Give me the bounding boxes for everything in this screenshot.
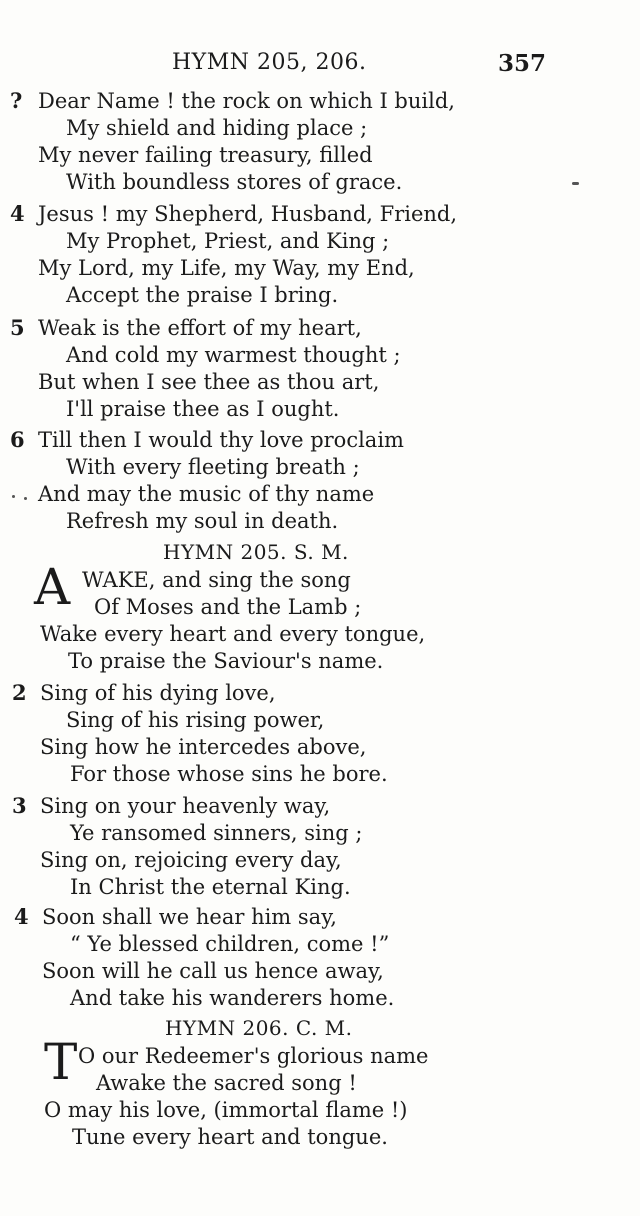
- stanza-number: 4: [14, 904, 29, 929]
- page-number: 357: [498, 50, 547, 77]
- verse-line: Wake every heart and every tongue,: [40, 622, 426, 646]
- verse-line: Of Moses and the Lamb ;: [94, 595, 362, 619]
- verse-line: Dear Name ! the rock on which I build,: [38, 89, 455, 113]
- verse-line: Soon shall we hear him say,: [42, 905, 337, 929]
- verse-line: With boundless stores of grace.: [66, 170, 403, 194]
- verse-line: In Christ the eternal King.: [70, 875, 351, 899]
- verse-line: But when I see thee as thou art,: [38, 370, 380, 394]
- hymn-206-title: HYMN 206. C. M.: [165, 1016, 353, 1040]
- verse-line: And may the music of thy name: [38, 482, 375, 506]
- running-title: HYMN 205, 206.: [172, 50, 367, 75]
- verse-line: Till then I would thy love proclaim: [38, 428, 404, 452]
- verse-line: Awake the sacred song !: [96, 1071, 357, 1095]
- stanza-number: ?: [10, 88, 23, 113]
- verse-line: “ Ye blessed children, come !”: [70, 932, 390, 956]
- verse-line: WAKE, and sing the song: [82, 568, 351, 592]
- drop-cap: A: [34, 558, 71, 616]
- stanza-number: 6: [10, 427, 25, 452]
- print-speck: [12, 495, 15, 498]
- verse-line: Sing on your heavenly way,: [40, 794, 331, 818]
- verse-line: Ye ransomed sinners, sing ;: [70, 821, 363, 845]
- verse-line: And take his wanderers home.: [70, 986, 395, 1010]
- verse-line: My Prophet, Priest, and King ;: [66, 229, 390, 253]
- verse-line: For those whose sins he bore.: [70, 762, 388, 786]
- verse-line: My Lord, my Life, my Way, my End,: [38, 256, 415, 280]
- print-speck: [572, 182, 579, 185]
- drop-cap: T: [44, 1033, 78, 1091]
- stanza-number: 4: [10, 201, 25, 226]
- print-speck: [24, 497, 27, 500]
- hymn-205-title: HYMN 205. S. M.: [163, 540, 349, 564]
- verse-line: Weak is the effort of my heart,: [38, 316, 362, 340]
- verse-line: Tune every heart and tongue.: [72, 1125, 388, 1149]
- verse-line: My shield and hiding place ;: [66, 116, 368, 140]
- verse-line: With every fleeting breath ;: [66, 455, 360, 479]
- running-head: [0, 50, 640, 80]
- verse-line: I'll praise thee as I ought.: [66, 397, 340, 421]
- verse-line: And cold my warmest thought ;: [66, 343, 401, 367]
- verse-line: Sing how he intercedes above,: [40, 735, 367, 759]
- verse-line: Soon will he call us hence away,: [42, 959, 384, 983]
- stanza-number: 3: [12, 793, 27, 818]
- verse-line: Accept the praise I bring.: [66, 283, 339, 307]
- verse-line: Refresh my soul in death.: [66, 509, 339, 533]
- verse-line: Sing of his dying love,: [40, 681, 276, 705]
- stanza-number: 5: [10, 315, 25, 340]
- stanza-number: 2: [12, 680, 27, 705]
- verse-line: To praise the Saviour's name.: [68, 649, 384, 673]
- verse-line: My never failing treasury, filled: [38, 143, 373, 167]
- verse-line: O may his love, (immortal flame !): [44, 1098, 408, 1122]
- verse-line: Sing of his rising power,: [66, 708, 325, 732]
- verse-line: O our Redeemer's glorious name: [78, 1044, 429, 1068]
- verse-line: Sing on, rejoicing every day,: [40, 848, 342, 872]
- verse-line: Jesus ! my Shepherd, Husband, Friend,: [38, 202, 458, 226]
